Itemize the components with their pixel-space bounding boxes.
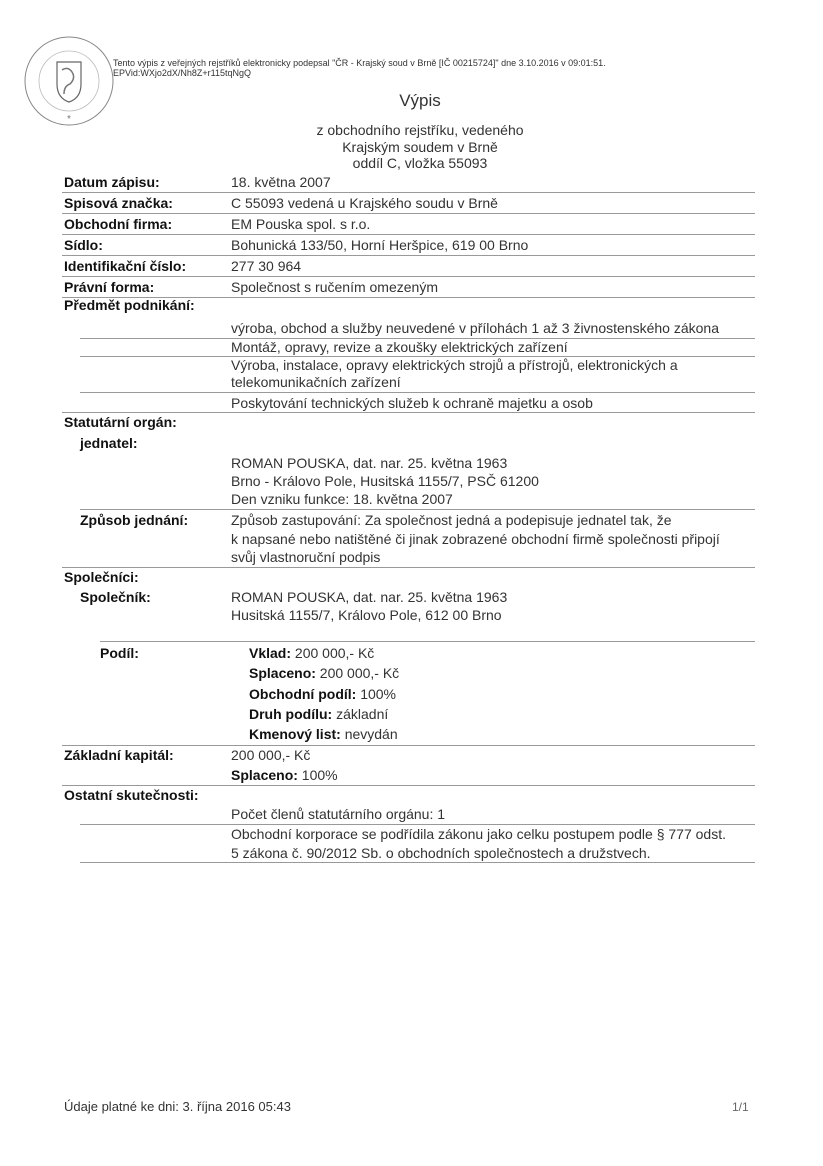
podil-vklad — [249, 645, 374, 662]
podil-obchodni — [249, 686, 396, 703]
podil-value: 200 000,- Kč — [319, 665, 400, 681]
kapital-splaceno-key: Splaceno: — [231, 767, 298, 783]
label-firma: Obchodní firma: — [64, 216, 173, 232]
value-spolecnik-1: ROMAN POUSKA, dat. nar. 25. května 1963 — [231, 589, 508, 605]
podil-key: Splaceno: — [249, 665, 316, 681]
label-spolecnik: Společník: — [80, 589, 151, 605]
value-ostatni-1: Počet členů statutárního orgánu: 1 — [231, 806, 446, 822]
value-spis: C 55093 vedená u Krajského soudu v Brně — [231, 195, 498, 211]
podil-value: základní — [336, 706, 389, 722]
podil-druh — [249, 706, 388, 723]
value-datum: 18. května 2007 — [231, 174, 331, 190]
label-ic: Identifikační číslo: — [64, 258, 187, 274]
divider — [62, 785, 755, 786]
label-sidlo: Sídlo: — [64, 237, 103, 253]
divider — [100, 641, 755, 642]
podil-key: Druh podílu: — [249, 706, 333, 722]
divider — [62, 745, 755, 746]
svg-text:*: * — [67, 114, 71, 125]
divider — [62, 567, 755, 568]
label-spis: Spisová značka: — [64, 195, 173, 211]
value-zpusob-3: svůj vlastnoruční podpis — [231, 549, 381, 565]
official-seal-stamp — [14, 34, 124, 129]
divider — [62, 276, 755, 277]
label-statutarni: Statutární orgán: — [64, 414, 177, 430]
divider — [62, 234, 755, 235]
label-podil: Podíl: — [100, 645, 139, 661]
podil-value: 200 000,- Kč — [294, 645, 375, 661]
value-ostatni-2: Obchodní korporace se podřídila zákonu jako celku postupem podle § 777 odst. — [231, 826, 726, 842]
label-jednatel: jednatel: — [80, 435, 138, 451]
value-sidlo: Bohunická 133/50, Horní Heršpice, 619 00 Brno — [231, 237, 529, 253]
podil-key: Kmenový list: — [249, 726, 341, 742]
divider — [80, 509, 755, 510]
value-kapital-splaceno — [231, 767, 338, 784]
value-predmet-3: Výroba, instalace, opravy elektrických strojů a přístrojů, elektronických a — [231, 357, 678, 373]
podil-key: Obchodní podíl: — [249, 686, 357, 702]
label-datum: Datum zápisu: — [64, 174, 160, 190]
signature-note: Tento výpis z veřejných rejstříků elektronicky podepsal "ČR - Krajský soud v Brně [IČ 00215724]" dne 3.10.2016 v 09:01:51. — [113, 58, 606, 68]
subtitle-2: Krajským soudem v Brně — [342, 139, 498, 155]
divider — [62, 412, 755, 413]
signature-epvid: EPVid:WXjo2dX/Nh8Z+r115tqNgQ — [113, 68, 251, 78]
divider — [62, 255, 755, 256]
footer-valid-date: Údaje platné ke dni: 3. října 2016 05:43 — [64, 1099, 291, 1114]
value-zpusob-1: Způsob zastupování: Za společnost jedná a podepisuje jednatel tak, že — [231, 512, 672, 528]
label-ostatni: Ostatní skutečnosti: — [64, 787, 199, 803]
value-ic: 277 30 964 — [231, 258, 302, 274]
podil-value: 100% — [360, 686, 397, 702]
subtitle-1: z obchodního rejstříku, vedeného — [316, 122, 524, 138]
value-spolecnik-2: Husitská 1155/7, Královo Pole, 612 00 Brno — [231, 607, 502, 623]
value-predmet-4: Poskytování technických služeb k ochraně majetku a osob — [231, 395, 593, 411]
subtitle-3: oddíl C, vložka 55093 — [352, 155, 488, 171]
value-predmet-1: výroba, obchod a služby neuvedené v přílohách 1 až 3 živnostenského zákona — [231, 320, 719, 336]
value-ostatni-3: 5 zákona č. 90/2012 Sb. o obchodních společnostech a družstvech. — [231, 845, 651, 861]
value-predmet-3b: telekomunikačních zařízení — [231, 374, 401, 390]
divider — [80, 392, 755, 393]
label-forma: Právní forma: — [64, 279, 155, 295]
label-spolecnici: Společníci: — [64, 569, 139, 585]
value-jednatel-1: ROMAN POUSKA, dat. nar. 25. května 1963 — [231, 455, 508, 471]
value-jednatel-2: Brno - Královo Pole, Husitská 1155/7, PSČ 61200 — [231, 473, 539, 489]
footer-page-number: 1/1 — [732, 1100, 749, 1114]
label-zpusob: Způsob jednání: — [80, 512, 189, 528]
kapital-splaceno-value: 100% — [301, 767, 338, 783]
podil-key: Vklad: — [249, 645, 292, 661]
divider — [80, 824, 755, 825]
podil-value: nevydán — [344, 726, 398, 742]
label-kapital: Základní kapitál: — [64, 747, 174, 763]
value-firma: EM Pouska spol. s r.o. — [231, 216, 371, 232]
divider — [80, 862, 755, 863]
page-title: Výpis — [399, 91, 441, 110]
value-forma: Společnost s ručením omezeným — [231, 279, 438, 295]
divider — [62, 213, 755, 214]
value-kapital: 200 000,- Kč — [231, 747, 311, 763]
divider — [62, 192, 755, 193]
value-jednatel-3: Den vzniku funkce: 18. května 2007 — [231, 491, 453, 507]
value-predmet-2: Montáž, opravy, revize a zkoušky elektrických zařízení — [231, 339, 568, 355]
podil-kmenovy — [249, 726, 398, 743]
podil-splaceno — [249, 665, 399, 682]
label-predmet: Předmět podnikání: — [64, 297, 195, 313]
value-zpusob-2: k napsané nebo natištěné či jinak zobrazené obchodní firmě společnosti připojí — [231, 531, 720, 547]
